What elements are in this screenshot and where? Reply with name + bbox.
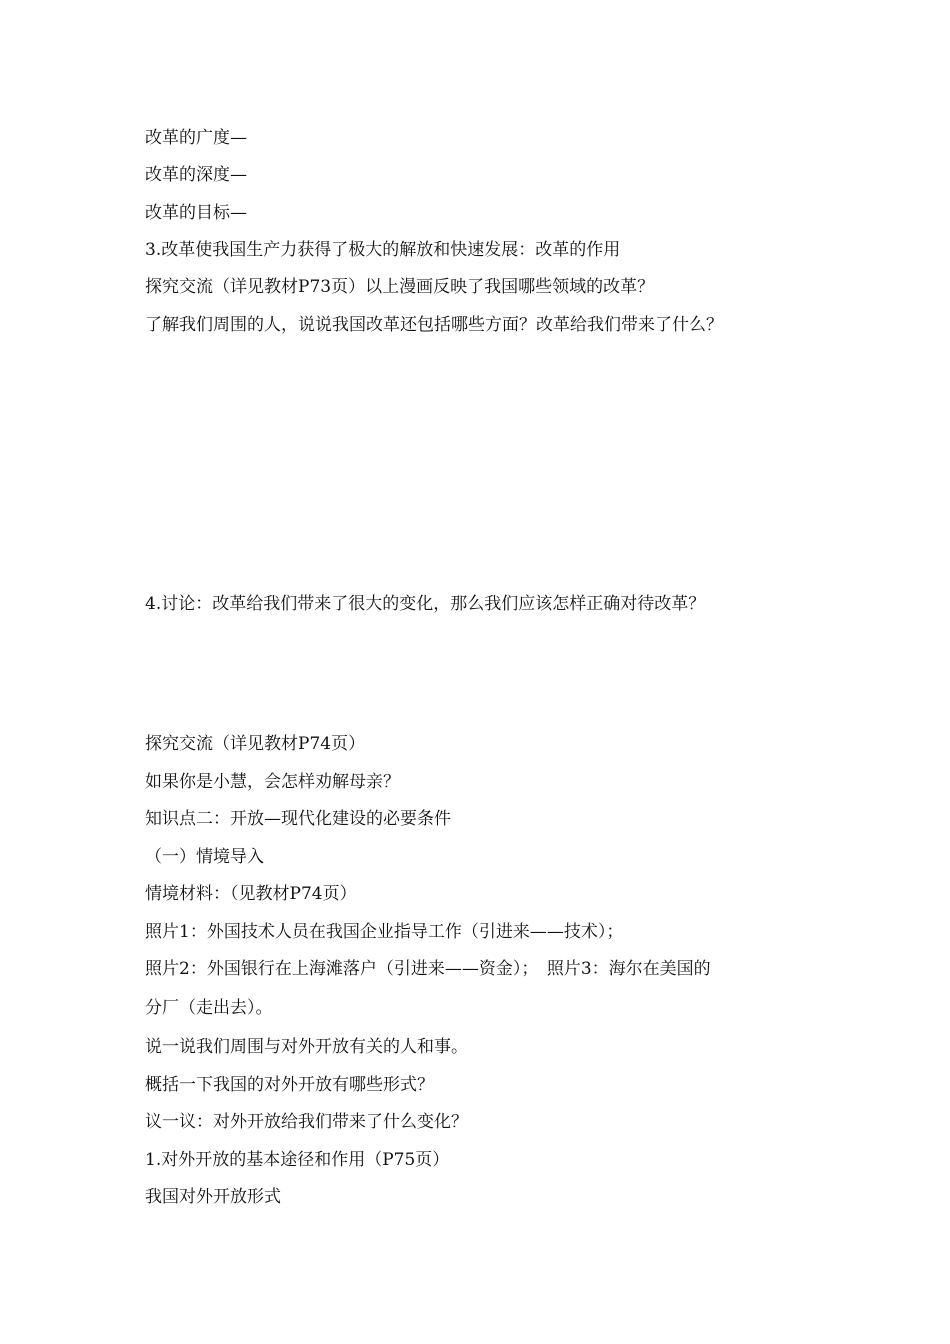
text-line-reform-breadth: 改革的广度— — [145, 128, 247, 148]
text-line-reform-aspects-question: 了解我们周围的人，说说我国改革还包括哪些方面？改革给我们带来了什么？ — [145, 315, 723, 335]
text-line-branch-factory: 分厂（走出去）。 — [145, 998, 273, 1018]
text-line-discuss-changes: 议一议：对外开放给我们带来了什么变化？ — [145, 1112, 468, 1132]
text-line-opening-forms: 我国对外开放形式 — [145, 1187, 281, 1207]
text-line-summarize-forms: 概括一下我国的对外开放有哪些形式？ — [145, 1075, 434, 1095]
text-line-explore-p74: 探究交流（详见教材P74页） — [145, 734, 366, 754]
text-line-opening-paths: 1.对外开放的基本途径和作用（P75页） — [145, 1150, 450, 1170]
text-line-reform-depth: 改革的深度— — [145, 165, 247, 185]
text-line-reform-effect: 3.改革使我国生产力获得了极大的解放和快速发展：改革的作用 — [145, 240, 621, 260]
text-line-scenario-material: 情境材料：（见教材P74页） — [145, 884, 357, 904]
text-line-scenario-intro: （一）情境导入 — [145, 847, 264, 867]
text-line-xiaohui-question: 如果你是小慧，会怎样劝解母亲？ — [145, 772, 400, 792]
text-line-talk-about: 说一说我们周围与对外开放有关的人和事。 — [145, 1037, 468, 1057]
text-line-photo-1: 照片1：外国技术人员在我国企业指导工作（引进来——技术）； — [145, 922, 624, 942]
text-line-photo-2-3: 照片2：外国银行在上海滩落户（引进来——资金）； 照片3：海尔在美国的 — [145, 959, 711, 979]
text-line-explore-p73: 探究交流（详见教材P73页）以上漫画反映了我国哪些领域的改革？ — [145, 277, 655, 297]
text-line-reform-goal: 改革的目标— — [145, 203, 247, 223]
text-line-knowledge-point-two: 知识点二：开放—现代化建设的必要条件 — [145, 809, 451, 829]
text-line-discussion: 4.讨论：改革给我们带来了很大的变化，那么我们应该怎样正确对待改革？ — [145, 594, 706, 614]
